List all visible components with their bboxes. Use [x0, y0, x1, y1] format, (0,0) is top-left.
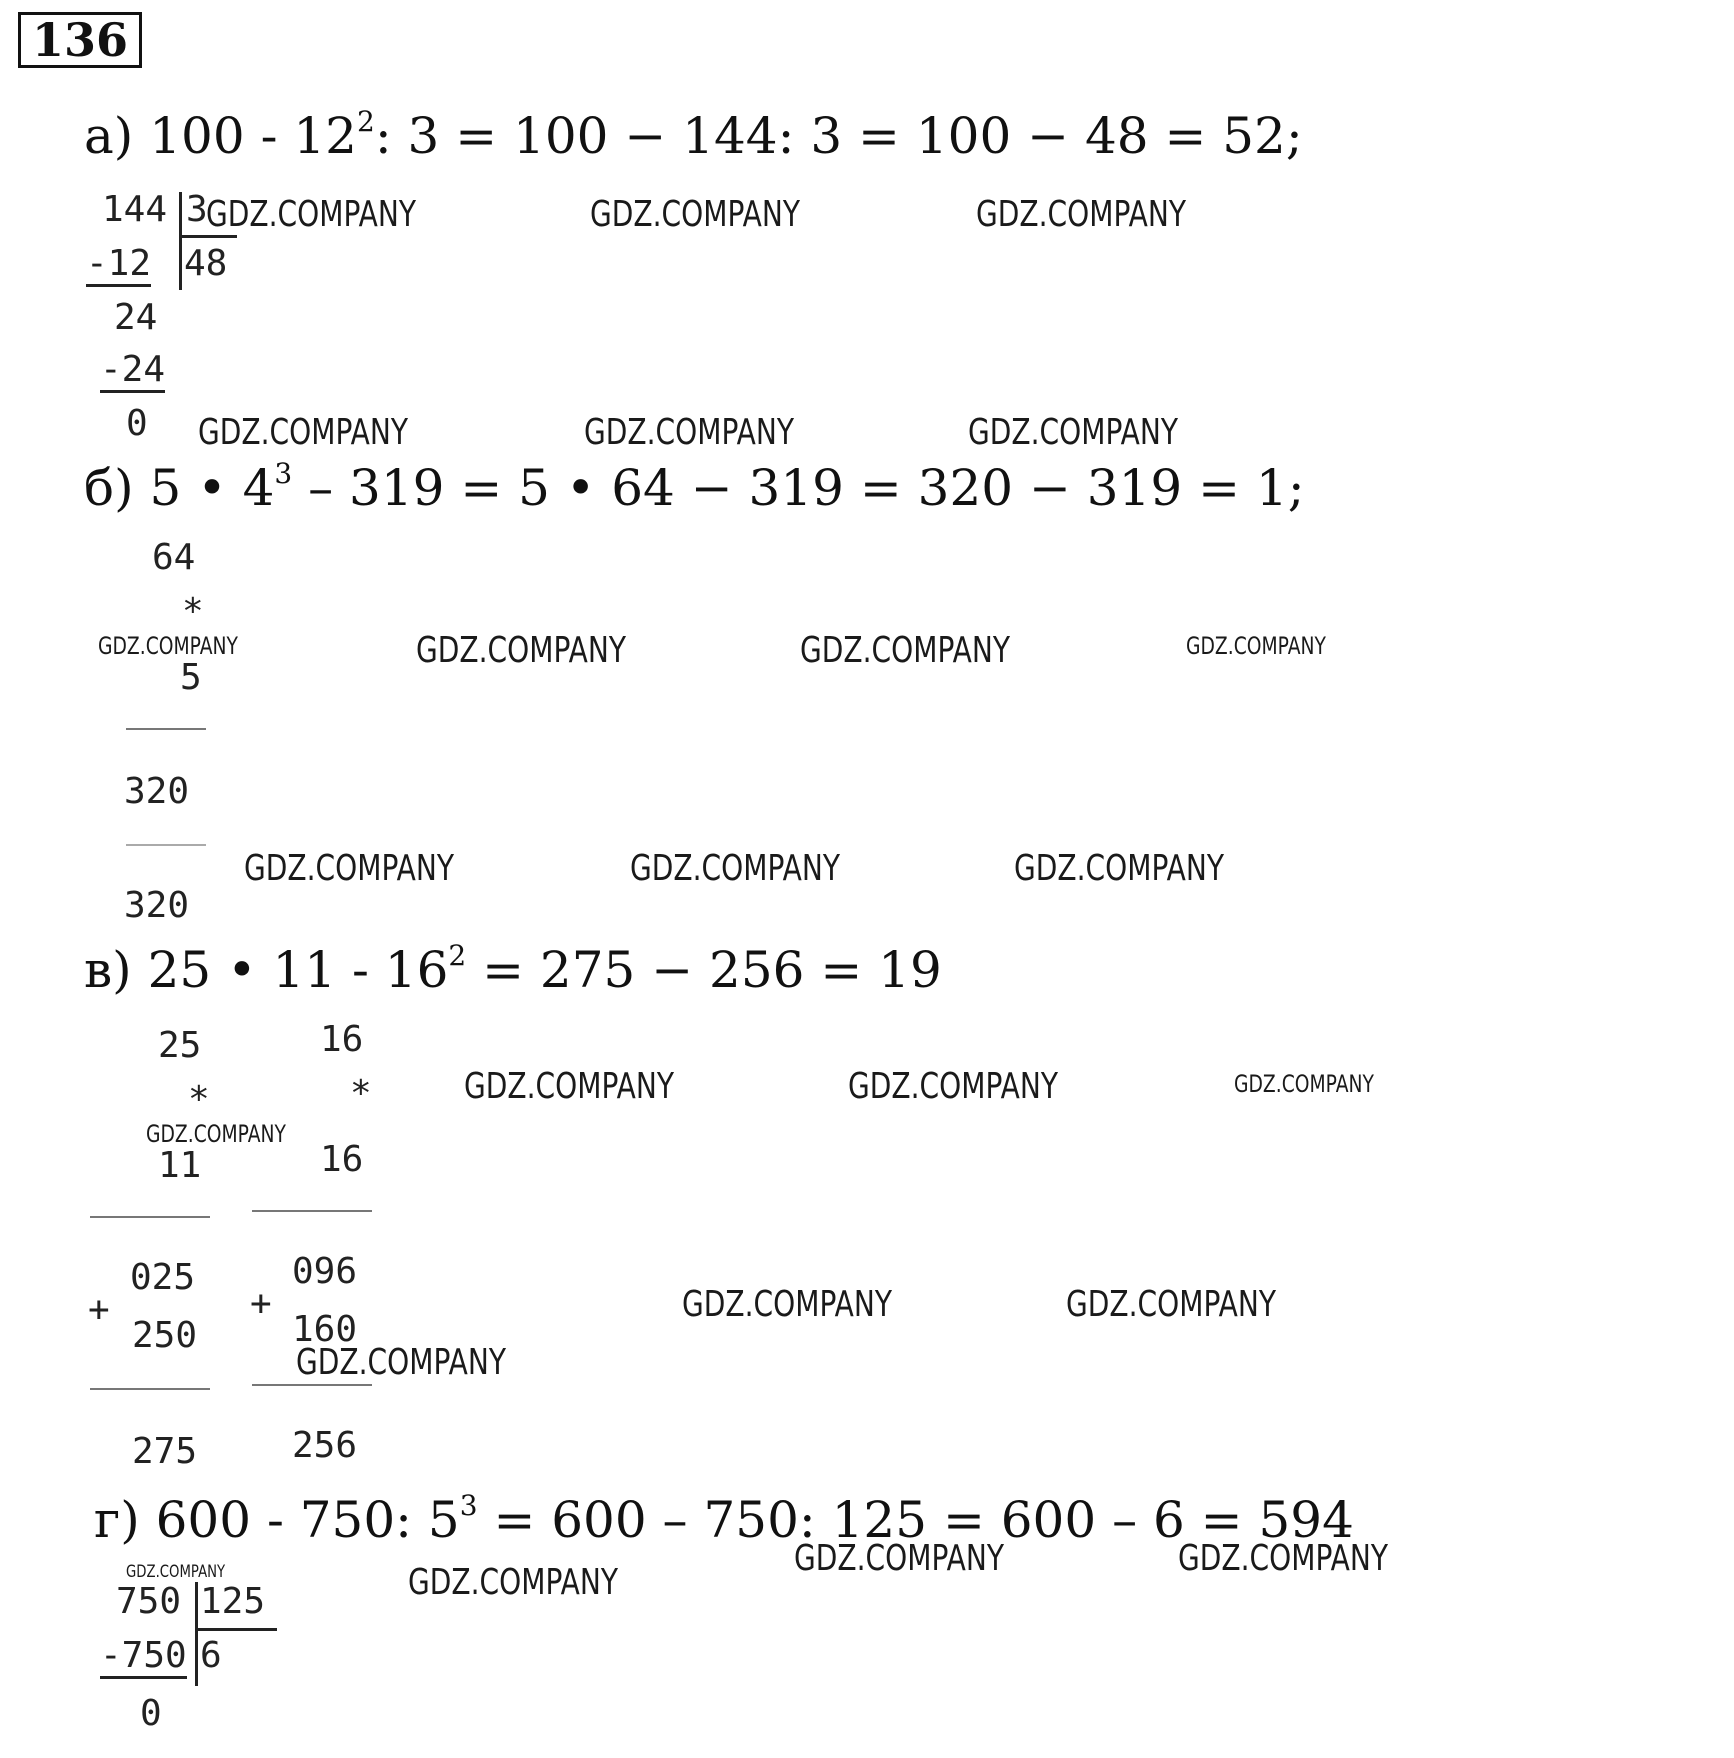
equation-a [84, 106, 1303, 166]
equation-v-expr-start: 25 • 11 - 16 [147, 941, 449, 999]
equation-v [84, 940, 942, 1000]
division-a-rem1: 24 [114, 297, 158, 338]
watermark: GDZ.COMPANY [1186, 632, 1326, 660]
division-a-quotient: 48 [184, 243, 228, 284]
watermark: GDZ.COMPANY [794, 1538, 1004, 1579]
division-a-dividend: 144 [102, 189, 168, 230]
division-g-divisor: 125 [200, 1581, 266, 1622]
equation-b [84, 458, 1305, 518]
equation-v-exponent: 2 [448, 939, 467, 972]
watermark: GDZ.COMPANY [800, 630, 1010, 671]
mult-b-operator: * [182, 591, 204, 632]
equation-a-expr-end: : 3 = 100 − 144: 3 = 100 − 48 = 52; [374, 107, 1303, 165]
mult-v1-bottom: 11 [158, 1145, 202, 1186]
mult-v1-line2 [90, 1388, 210, 1390]
division-a-bar [179, 192, 182, 290]
mult-v2-top: 16 [320, 1019, 364, 1060]
watermark: GDZ.COMPANY [206, 194, 416, 235]
equation-a-expr-start: 100 - 12 [149, 107, 357, 165]
mult-v2-line2 [252, 1384, 372, 1386]
problem-number: 136 [18, 12, 142, 68]
watermark: GDZ.COMPANY [1066, 1284, 1276, 1325]
mult-b-result2: 320 [124, 885, 190, 926]
mult-v2-partial2: 160 [292, 1309, 358, 1350]
division-a-rem2: 0 [126, 403, 148, 444]
division-g-rem1: 0 [140, 1693, 162, 1734]
watermark: GDZ.COMPANY [976, 194, 1186, 235]
mult-v1-partial1: 025 [130, 1257, 196, 1298]
mult-v1-line [90, 1216, 210, 1218]
watermark: GDZ.COMPANY [682, 1284, 892, 1325]
equation-v-label: в) [84, 941, 132, 999]
equation-g [94, 1490, 1354, 1550]
watermark: GDZ.COMPANY [1234, 1070, 1374, 1098]
watermark: GDZ.COMPANY [244, 848, 454, 889]
watermark: GDZ.COMPANY [968, 412, 1178, 453]
division-g-step1: -750 [100, 1636, 187, 1679]
watermark: GDZ.COMPANY [198, 412, 408, 453]
equation-a-exponent: 2 [356, 105, 375, 138]
watermark: GDZ.COMPANY [630, 848, 840, 889]
watermark: GDZ.COMPANY [584, 412, 794, 453]
watermark: GDZ.COMPANY [1014, 848, 1224, 889]
mult-b-top: 64 [152, 537, 196, 578]
watermark: GDZ.COMPANY [590, 194, 800, 235]
mult-v1-result: 275 [132, 1431, 198, 1472]
mult-v2-operator: * [350, 1073, 372, 1114]
mult-b-line2 [126, 844, 206, 846]
watermark: GDZ.COMPANY [126, 1562, 226, 1582]
equation-g-expr-start: 600 - 750: 5 [155, 1491, 460, 1549]
equation-b-expr-start: 5 • 4 [149, 459, 275, 517]
mult-b-line [126, 728, 206, 730]
division-a-divisor-line [179, 235, 237, 238]
watermark: GDZ.COMPANY [146, 1120, 286, 1148]
mult-v2-line [252, 1210, 372, 1212]
watermark: GDZ.COMPANY [408, 1562, 618, 1603]
division-g-bar [195, 1582, 198, 1686]
watermark: GDZ.COMPANY [464, 1066, 674, 1107]
division-a-step2: -24 [100, 350, 165, 393]
equation-b-exponent: 3 [274, 457, 293, 490]
mult-b-result: 320 [124, 771, 190, 812]
equation-v-expr-end: = 275 − 256 = 19 [466, 941, 942, 999]
division-g-dividend: 750 [116, 1581, 182, 1622]
division-g-quotient: 6 [200, 1635, 222, 1676]
equation-b-expr-end: – 319 = 5 • 64 − 319 = 320 − 319 = 1; [292, 459, 1305, 517]
watermark: GDZ.COMPANY [296, 1342, 506, 1383]
mult-v1-top: 25 [158, 1025, 202, 1066]
mult-v1-plus: + [88, 1289, 110, 1330]
watermark: GDZ.COMPANY [98, 632, 238, 660]
mult-v2-partial1: 096 [292, 1251, 358, 1292]
division-g-divisor-line [195, 1628, 277, 1631]
mult-v2-result: 256 [292, 1425, 358, 1466]
equation-g-exponent: 3 [459, 1489, 478, 1522]
mult-b-bottom: 5 [180, 657, 202, 698]
mult-v1-partial2: 250 [132, 1315, 198, 1356]
watermark: GDZ.COMPANY [416, 630, 626, 671]
mult-v2-bottom: 16 [320, 1139, 364, 1180]
equation-b-label: б) [84, 459, 134, 517]
equation-g-label: г) [94, 1491, 140, 1549]
division-a-divisor: 3 [186, 189, 208, 230]
watermark: GDZ.COMPANY [1178, 1538, 1388, 1579]
mult-v2-plus: + [250, 1283, 272, 1324]
watermark: GDZ.COMPANY [848, 1066, 1058, 1107]
equation-a-label: а) [84, 107, 134, 165]
division-a-step1: -12 [86, 244, 151, 287]
mult-v1-operator: * [188, 1079, 210, 1120]
equation-g-expr-end: = 600 – 750: 125 = 600 – 6 = 594 [477, 1491, 1354, 1549]
